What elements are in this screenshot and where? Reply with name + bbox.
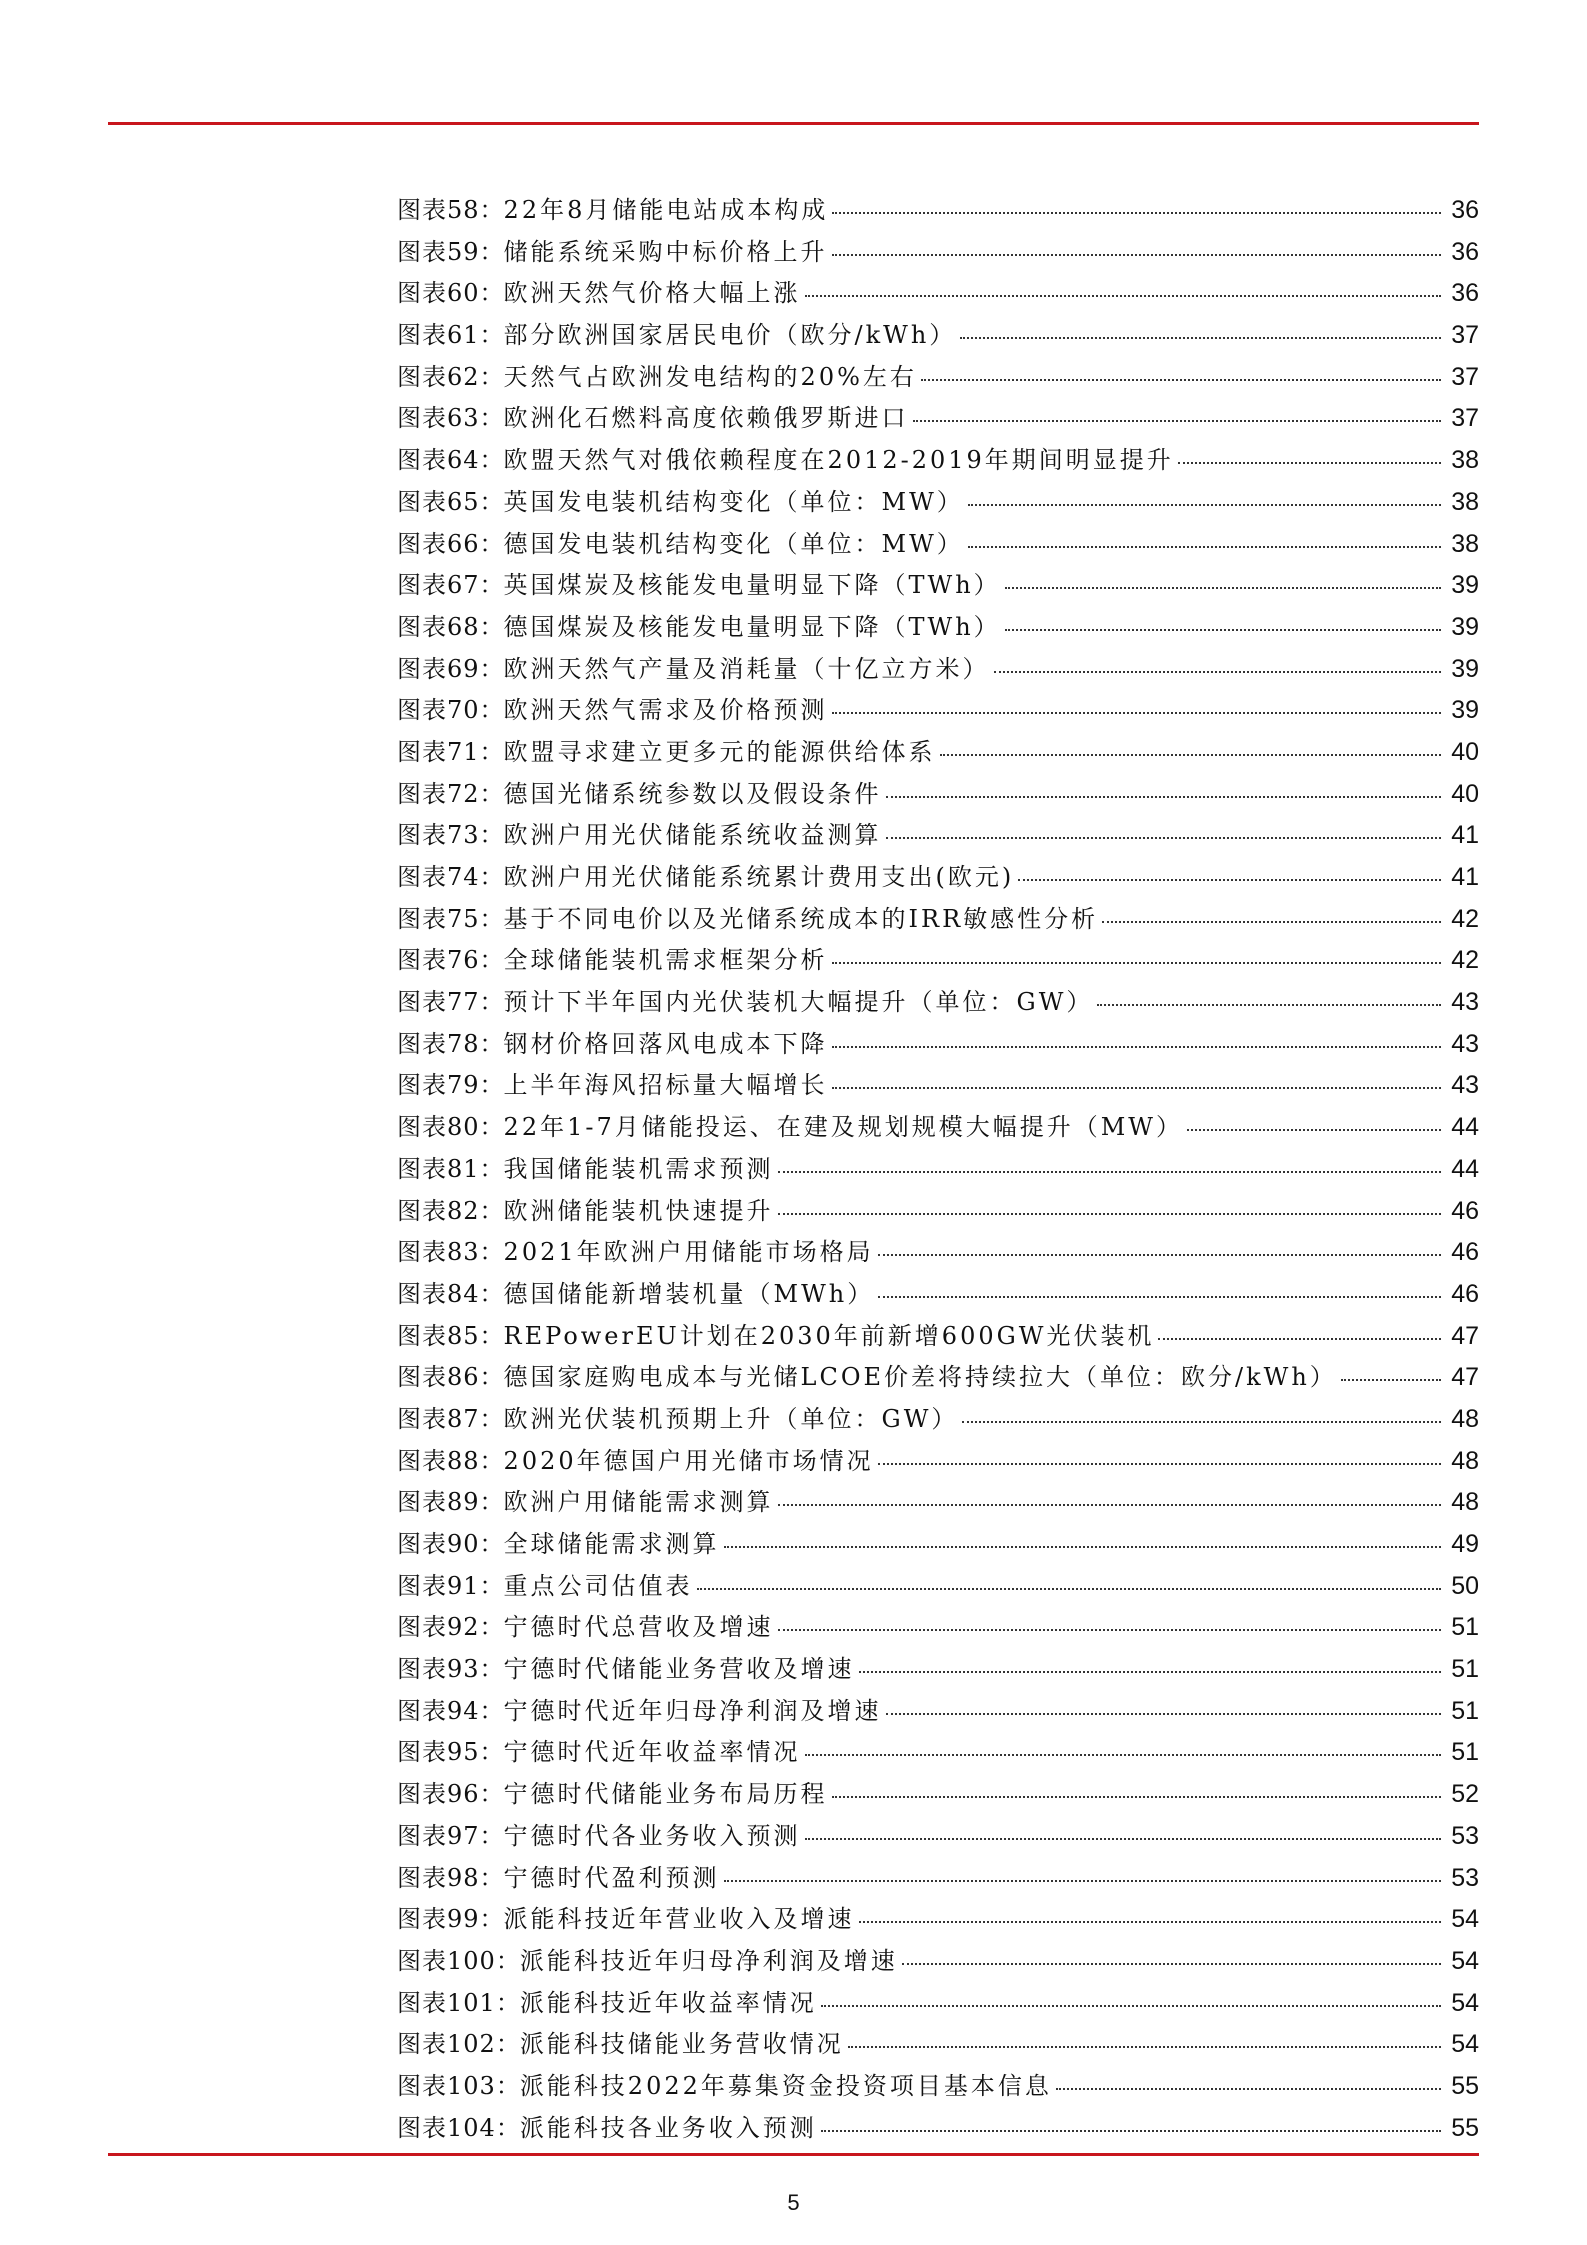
figure-title: 欧洲户用光伏储能系统收益测算 [503,821,882,850]
dot-leader [832,1796,1441,1798]
page-number: 5 [787,2190,800,2215]
toc-entry[interactable] [397,1732,1479,1774]
label-separator: ： [479,446,504,475]
label-separator: ： [479,1363,504,1392]
figure-label: 图表83 [397,1238,480,1267]
label-separator: ： [479,529,504,558]
figure-label: 图表70 [397,696,480,725]
figure-label: 图表78 [397,1029,480,1058]
dot-leader [832,712,1441,714]
toc-entry[interactable] [397,482,1479,524]
dot-leader [805,1754,1441,1756]
toc-entry[interactable] [397,1983,1479,2025]
figure-label: 图表95 [397,1738,480,1767]
label-separator: ： [479,487,504,516]
toc-entry[interactable] [397,1607,1479,1649]
figure-label: 图表63 [397,404,480,433]
figure-title: 宁德时代近年收益率情况 [503,1738,801,1767]
figure-label: 图表86 [397,1363,480,1392]
dot-leader [878,1463,1441,1465]
label-separator: ： [479,1279,504,1308]
figure-title: 欧洲光伏装机预期上升（单位：GW） [503,1404,959,1433]
figure-label: 图表76 [397,946,480,975]
figure-page-number: 39 [1451,654,1479,683]
toc-entry[interactable] [397,2108,1479,2150]
toc-entry[interactable] [397,1191,1479,1233]
dot-leader [913,420,1441,422]
label-separator: ： [479,1154,504,1183]
label-separator: ： [495,2071,520,2100]
figure-page-number: 42 [1451,904,1479,933]
figure-page-number: 40 [1451,779,1479,808]
dot-leader [1005,587,1441,589]
toc-entry[interactable] [397,1566,1479,1608]
figure-label: 图表98 [397,1863,480,1892]
toc-entry[interactable] [397,1065,1479,1107]
figure-title: REPowerEU计划在2030年前新增600GW光伏装机 [503,1321,1155,1350]
figure-title: 欧洲天然气需求及价格预测 [503,696,828,725]
dot-leader [1097,1004,1441,1006]
figure-page-number: 43 [1451,988,1479,1017]
label-separator: ： [479,1196,504,1225]
figure-label: 图表102 [397,2030,496,2059]
dot-leader [1005,629,1441,631]
toc-entry[interactable] [397,774,1479,816]
toc-entry[interactable] [397,1774,1479,1816]
figure-title: 宁德时代各业务收入预测 [503,1821,801,1850]
label-separator: ： [479,571,504,600]
figure-title: 派能科技储能业务营收情况 [519,2030,844,2059]
figure-label: 图表100 [397,1946,496,1975]
dot-leader [778,1213,1441,1215]
label-separator: ： [479,1029,504,1058]
figure-title: 英国煤炭及核能发电量明显下降（TWh） [503,571,1001,600]
label-separator: ： [479,1238,504,1267]
figure-page-number: 37 [1451,321,1479,350]
dot-leader [778,1171,1441,1173]
figure-label: 图表66 [397,529,480,558]
toc-entry[interactable] [397,398,1479,440]
label-separator: ： [479,1780,504,1809]
figure-title: 德国光储系统参数以及假设条件 [503,779,882,808]
dot-leader [724,1880,1441,1882]
label-separator: ： [479,1488,504,1517]
figure-title: 德国储能新增装机量（MWh） [503,1279,875,1308]
figure-title: 22年8月储能电站成本构成 [503,196,829,224]
label-separator: ： [495,1988,520,2017]
figure-label: 图表61 [397,321,480,350]
toc-entry[interactable] [397,1024,1479,1066]
figure-page-number: 51 [1451,1655,1479,1684]
label-separator: ： [479,1863,504,1892]
label-separator: ： [479,1738,504,1767]
figure-page-number: 44 [1451,1154,1479,1183]
figure-page-number: 36 [1451,196,1479,224]
toc-entry[interactable] [397,1649,1479,1691]
figure-title: 储能系统采购中标价格上升 [503,237,828,266]
label-separator: ： [479,1404,504,1433]
figure-page-number: 51 [1451,1696,1479,1725]
toc-entry[interactable] [397,1482,1479,1524]
figure-page-number: 37 [1451,404,1479,433]
figure-page-number: 55 [1451,2071,1479,2100]
figure-title: 钢材价格回落风电成本下降 [503,1029,828,1058]
figure-page-number: 41 [1451,863,1479,891]
label-separator: ： [479,1530,504,1558]
figure-page-number: 44 [1451,1113,1479,1142]
figure-title: 欧洲储能装机快速提升 [503,1196,774,1225]
label-separator: ： [479,821,504,850]
figure-page-number: 53 [1451,1863,1479,1892]
toc-entry[interactable] [397,357,1479,399]
figure-page-number: 47 [1451,1321,1479,1350]
label-separator: ： [479,196,504,224]
figure-page-number: 43 [1451,1029,1479,1058]
figure-label: 图表75 [397,904,480,933]
dot-leader [821,2005,1441,2007]
toc-entry[interactable] [397,732,1479,774]
toc-entry[interactable] [397,273,1479,315]
label-separator: ： [479,1613,504,1642]
dot-leader [832,212,1441,214]
label-separator: ： [479,779,504,808]
label-separator: ： [495,2030,520,2059]
figure-label: 图表60 [397,279,480,308]
dot-leader [1178,462,1441,464]
label-separator: ： [479,1571,504,1600]
toc-entry[interactable] [397,1816,1479,1858]
figure-title: 德国家庭购电成本与光储LCOE价差将持续拉大（单位：欧分/kWh） [503,1363,1337,1392]
figure-page-number: 48 [1451,1446,1479,1475]
figure-title: 2021年欧洲户用储能市场格局 [503,1238,874,1267]
dot-leader [832,254,1441,256]
label-separator: ： [479,863,504,891]
figure-title: 德国煤炭及核能发电量明显下降（TWh） [503,612,1001,641]
dot-leader [886,796,1441,798]
figure-page-number: 42 [1451,946,1479,975]
figure-title: 上半年海风招标量大幅增长 [503,1071,828,1100]
label-separator: ： [479,1446,504,1475]
figure-label: 图表94 [397,1696,480,1725]
figure-label: 图表87 [397,1404,480,1433]
figure-page-number: 53 [1451,1821,1479,1850]
figure-label: 图表99 [397,1905,480,1934]
toc-entry[interactable] [397,607,1479,649]
figure-label: 图表82 [397,1196,480,1225]
toc-entry[interactable] [397,1941,1479,1983]
figure-title: 欧洲户用光伏储能系统累计费用支出(欧元) [503,863,1015,891]
label-separator: ： [479,737,504,766]
figure-page-number: 49 [1451,1530,1479,1558]
figure-label: 图表97 [397,1821,480,1850]
dot-leader [921,379,1441,381]
footer-rule [108,2153,1479,2156]
label-separator: ： [479,1905,504,1934]
dot-leader [1056,2088,1441,2090]
figure-label: 图表62 [397,362,480,391]
figure-label: 图表73 [397,821,480,850]
label-separator: ： [495,2113,520,2142]
figure-title: 欧洲天然气价格大幅上涨 [503,279,801,308]
figure-label: 图表88 [397,1446,480,1475]
figure-label: 图表93 [397,1655,480,1684]
dot-leader [859,1671,1441,1673]
figure-page-number: 37 [1451,362,1479,391]
dot-leader [859,1921,1441,1923]
toc-entry[interactable] [397,1232,1479,1274]
figure-title: 宁德时代近年归母净利润及增速 [503,1696,882,1725]
dot-leader [1102,921,1441,923]
toc-entry[interactable] [397,315,1479,357]
dot-leader [778,1504,1441,1506]
toc-entry[interactable] [397,565,1479,607]
dot-leader [878,1254,1441,1256]
figure-title: 欧洲化石燃料高度依赖俄罗斯进口 [503,404,909,433]
figure-label: 图表101 [397,1988,496,2017]
figure-label: 图表103 [397,2071,496,2100]
figure-page-number: 47 [1451,1363,1479,1392]
toc-entry[interactable] [397,982,1479,1024]
figure-title: 宁德时代储能业务布局历程 [503,1780,828,1809]
dot-leader [968,546,1441,548]
figure-title: 我国储能装机需求预测 [503,1154,774,1183]
toc-entry[interactable] [397,524,1479,566]
label-separator: ： [479,612,504,641]
list-of-figures [397,190,1479,2149]
figure-page-number: 54 [1451,1946,1479,1975]
figure-title: 22年1-7月储能投运、在建及规划规模大幅提升（MW） [503,1113,1183,1142]
label-separator: ： [479,946,504,975]
figure-page-number: 55 [1451,2113,1479,2142]
label-separator: ： [479,237,504,266]
figure-label: 图表64 [397,446,480,475]
toc-entry[interactable] [397,649,1479,691]
label-separator: ： [479,1113,504,1142]
figure-label: 图表65 [397,487,480,516]
figure-label: 图表58 [397,196,480,224]
figure-label: 图表90 [397,1530,480,1558]
figure-page-number: 46 [1451,1279,1479,1308]
label-separator: ： [479,1321,504,1350]
toc-entry[interactable] [397,1899,1479,1941]
toc-entry[interactable] [397,899,1479,941]
toc-entry[interactable] [397,1858,1479,1900]
figure-page-number: 38 [1451,446,1479,475]
figure-label: 图表81 [397,1154,480,1183]
figure-title: 派能科技各业务收入预测 [519,2113,817,2142]
figure-page-number: 51 [1451,1738,1479,1767]
label-separator: ： [479,1696,504,1725]
dot-leader [832,962,1441,964]
figure-title: 派能科技近年营业收入及增速 [503,1905,855,1934]
figure-label: 图表71 [397,737,480,766]
figure-page-number: 41 [1451,821,1479,850]
dot-leader [878,1296,1441,1298]
dot-leader [778,1629,1441,1631]
figure-page-number: 40 [1451,737,1479,766]
toc-entry[interactable] [397,1524,1479,1566]
label-separator: ： [479,696,504,725]
toc-entry[interactable] [397,2066,1479,2108]
figure-label: 图表96 [397,1780,480,1809]
dot-leader [697,1588,1441,1590]
dot-leader [805,295,1441,297]
figure-page-number: 51 [1451,1613,1479,1642]
label-separator: ： [479,362,504,391]
figure-title: 欧洲户用储能需求测算 [503,1488,774,1517]
figure-title: 英国发电装机结构变化（单位：MW） [503,487,964,516]
figure-page-number: 46 [1451,1196,1479,1225]
dot-leader [994,671,1441,673]
figure-title: 派能科技2022年募集资金投资项目基本信息 [519,2071,1052,2100]
figure-page-number: 46 [1451,1238,1479,1267]
dot-leader [805,1838,1441,1840]
dot-leader [832,1087,1441,1089]
toc-entry[interactable] [397,2024,1479,2066]
toc-entry[interactable] [397,190,1479,232]
figure-page-number: 54 [1451,1905,1479,1934]
label-separator: ： [479,1071,504,1100]
toc-entry[interactable] [397,1107,1479,1149]
figure-label: 图表59 [397,237,480,266]
toc-entry[interactable] [397,1149,1479,1191]
figure-page-number: 38 [1451,487,1479,516]
figure-label: 图表77 [397,988,480,1017]
figure-title: 派能科技近年归母净利润及增速 [519,1946,898,1975]
figure-title: 全球储能装机需求框架分析 [503,946,828,975]
label-separator: ： [479,654,504,683]
toc-entry[interactable] [397,690,1479,732]
toc-entry[interactable] [397,857,1479,899]
dot-leader [886,1713,1441,1715]
figure-title: 欧盟寻求建立更多元的能源供给体系 [503,737,936,766]
figure-page-number: 48 [1451,1404,1479,1433]
label-separator: ： [479,279,504,308]
dot-leader [821,2130,1441,2132]
figure-title: 宁德时代盈利预测 [503,1863,720,1892]
dot-leader [940,754,1441,756]
dot-leader [902,1963,1441,1965]
dot-leader [968,504,1441,506]
toc-entry[interactable] [397,1441,1479,1483]
figure-title: 天然气占欧洲发电结构的20%左右 [503,362,917,391]
figure-label: 图表80 [397,1113,480,1142]
toc-entry[interactable] [397,1316,1479,1358]
figure-title: 欧盟天然气对俄依赖程度在2012-2019年期间明显提升 [503,446,1174,475]
figure-label: 图表91 [397,1571,480,1600]
figure-label: 图表79 [397,1071,480,1100]
header-rule [108,122,1479,125]
figure-page-number: 38 [1451,529,1479,558]
dot-leader [724,1546,1441,1548]
label-separator: ： [495,1946,520,1975]
figure-title: 宁德时代总营收及增速 [503,1613,774,1642]
toc-entry[interactable] [397,232,1479,274]
dot-leader [962,1421,1441,1423]
figure-page-number: 36 [1451,237,1479,266]
figure-label: 图表72 [397,779,480,808]
label-separator: ： [479,1655,504,1684]
figure-title: 德国发电装机结构变化（单位：MW） [503,529,964,558]
figure-label: 图表68 [397,612,480,641]
figure-page-number: 36 [1451,279,1479,308]
dot-leader [886,837,1441,839]
figure-page-number: 48 [1451,1488,1479,1517]
toc-entry[interactable] [397,940,1479,982]
figure-label: 图表67 [397,571,480,600]
figure-label: 图表69 [397,654,480,683]
figure-title: 部分欧洲国家居民电价（欧分/kWh） [503,321,957,350]
figure-label: 图表104 [397,2113,496,2142]
figure-title: 基于不同电价以及光储系统成本的IRR敏感性分析 [503,904,1099,933]
label-separator: ： [479,1821,504,1850]
figure-page-number: 39 [1451,696,1479,725]
figure-page-number: 52 [1451,1780,1479,1809]
label-separator: ： [479,404,504,433]
dot-leader [832,1046,1441,1048]
toc-entry[interactable] [397,815,1479,857]
dot-leader [960,337,1441,339]
dot-leader [1018,879,1441,881]
figure-title: 欧洲天然气产量及消耗量（十亿立方米） [503,654,990,683]
figure-title: 全球储能需求测算 [503,1530,720,1558]
figure-label: 图表85 [397,1321,480,1350]
figure-page-number: 43 [1451,1071,1479,1100]
label-separator: ： [479,988,504,1017]
toc-entry[interactable] [397,1691,1479,1733]
figure-page-number: 50 [1451,1571,1479,1600]
figure-label: 图表92 [397,1613,480,1642]
figure-page-number: 39 [1451,612,1479,641]
label-separator: ： [479,904,504,933]
figure-title: 宁德时代储能业务营收及增速 [503,1655,855,1684]
figure-label: 图表89 [397,1488,480,1517]
dot-leader [1187,1129,1441,1131]
figure-label: 图表74 [397,863,480,891]
dot-leader [1158,1338,1441,1340]
figure-page-number: 54 [1451,2030,1479,2059]
figure-page-number: 39 [1451,571,1479,600]
figure-title: 重点公司估值表 [503,1571,693,1600]
figure-title: 派能科技近年收益率情况 [519,1988,817,2017]
figure-page-number: 54 [1451,1988,1479,2017]
toc-entry[interactable] [397,440,1479,482]
figure-label: 图表84 [397,1279,480,1308]
toc-entry[interactable] [397,1274,1479,1316]
figure-title: 预计下半年国内光伏装机大幅提升（单位：GW） [503,988,1094,1017]
figure-title: 2020年德国户用光储市场情况 [503,1446,874,1475]
dot-leader [848,2046,1441,2048]
label-separator: ： [479,321,504,350]
toc-entry[interactable] [397,1357,1479,1399]
toc-entry[interactable] [397,1399,1479,1441]
dot-leader [1341,1379,1441,1381]
